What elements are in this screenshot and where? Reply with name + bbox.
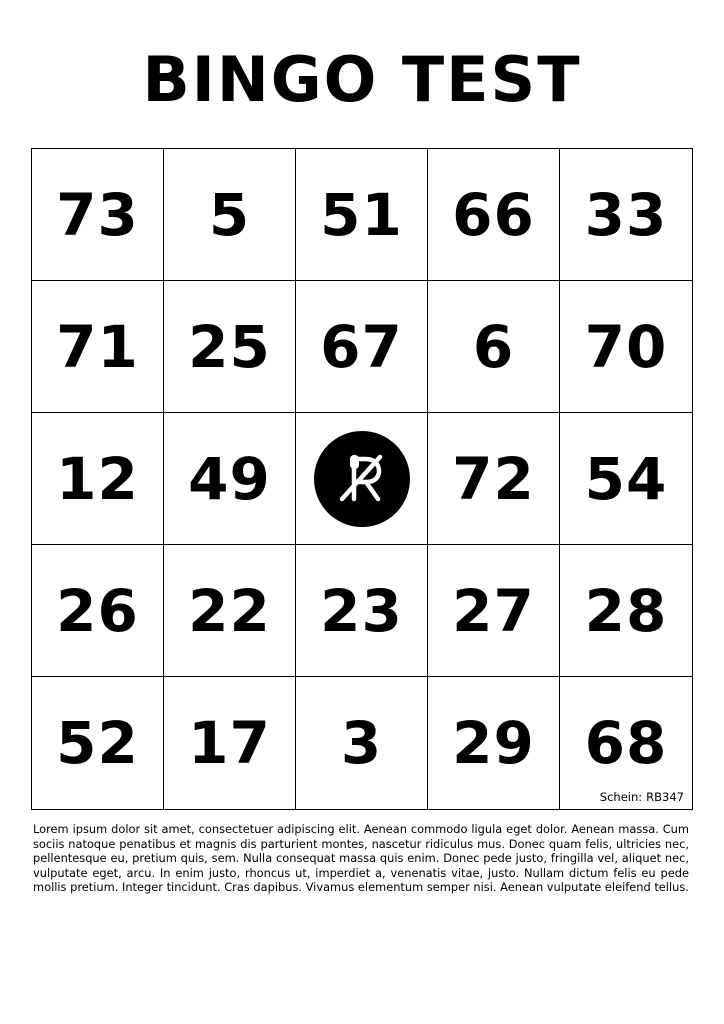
ticket-id-label: Schein: bbox=[599, 790, 643, 804]
bingo-number: 3 bbox=[340, 709, 383, 777]
bingo-number: 71 bbox=[56, 312, 139, 381]
bingo-cell bbox=[164, 677, 296, 809]
bingo-cell bbox=[560, 677, 692, 809]
bingo-number: 66 bbox=[452, 180, 535, 249]
bingo-number: 28 bbox=[584, 576, 668, 645]
bingo-cell bbox=[296, 677, 428, 809]
bingo-number: 12 bbox=[56, 444, 139, 513]
bingo-number: 52 bbox=[56, 709, 139, 777]
bingo-cell bbox=[428, 149, 560, 281]
bingo-cell bbox=[296, 281, 428, 413]
bingo-cell bbox=[32, 149, 164, 281]
bingo-cell bbox=[32, 413, 164, 545]
bingo-cell bbox=[428, 677, 560, 809]
bingo-number: 5 bbox=[208, 180, 251, 249]
bingo-cell bbox=[164, 149, 296, 281]
bingo-cell bbox=[32, 677, 164, 809]
bingo-cell bbox=[560, 281, 692, 413]
bingo-cell bbox=[164, 413, 296, 545]
bingo-cell bbox=[428, 413, 560, 545]
ticket-id bbox=[600, 790, 684, 804]
page-title: BINGO TEST bbox=[142, 43, 582, 116]
body-text: Lorem ipsum dolor sit amet, consectetuer adipiscing elit. Aenean commodo ligula eget dolor. Aenean massa. Cum sociis natoque penatibus et magnis dis parturient montes, nascetur ridiculus mus. Donec quam felis, ultricies nec, pellentesque eu, pretium quis, sem. Nulla consequat massa quis enim. Donec pede justo, fringilla vel, aliquet nec, vulputate eget, arcu. In enim justo, rhoncus ut, imperdiet a, venenatis vitae, justo. Nullam dictum felis eu pede mollis pretium. Integer tincidunt. Cras dapibus. Vivamus elementum semper nisi. Aenean vulputate eleifend tellus. bbox=[33, 822, 689, 895]
bingo-number: 33 bbox=[584, 180, 668, 249]
bingo-number: 70 bbox=[584, 312, 668, 381]
bingo-card-grid bbox=[31, 148, 693, 810]
bingo-number: 29 bbox=[452, 709, 535, 777]
bingo-number: 73 bbox=[56, 180, 139, 249]
crossed-r-logo-icon bbox=[314, 431, 410, 527]
bingo-cell bbox=[164, 281, 296, 413]
bingo-number: 27 bbox=[452, 576, 535, 645]
bingo-cell bbox=[428, 545, 560, 677]
bingo-number: 51 bbox=[320, 180, 403, 249]
ticket-id-value: RB347 bbox=[646, 790, 684, 804]
bingo-cell bbox=[32, 545, 164, 677]
bingo-cell bbox=[32, 281, 164, 413]
bingo-free-cell bbox=[296, 413, 428, 545]
bingo-number: 67 bbox=[320, 312, 403, 381]
bingo-number: 68 bbox=[584, 709, 668, 777]
bingo-cell bbox=[428, 281, 560, 413]
bingo-cell bbox=[296, 149, 428, 281]
bingo-number: 25 bbox=[188, 312, 271, 381]
bingo-number: 23 bbox=[320, 576, 403, 645]
bingo-cell bbox=[560, 149, 692, 281]
bingo-number: 54 bbox=[584, 444, 668, 513]
bingo-number: 22 bbox=[188, 576, 271, 645]
bingo-number: 17 bbox=[188, 709, 271, 777]
bingo-cell bbox=[164, 545, 296, 677]
bingo-number: 72 bbox=[452, 444, 535, 513]
bingo-number: 26 bbox=[56, 576, 139, 645]
bingo-number: 49 bbox=[188, 444, 271, 513]
bingo-cell bbox=[560, 545, 692, 677]
bingo-cell bbox=[560, 413, 692, 545]
bingo-number: 6 bbox=[472, 312, 515, 381]
bingo-cell bbox=[296, 545, 428, 677]
